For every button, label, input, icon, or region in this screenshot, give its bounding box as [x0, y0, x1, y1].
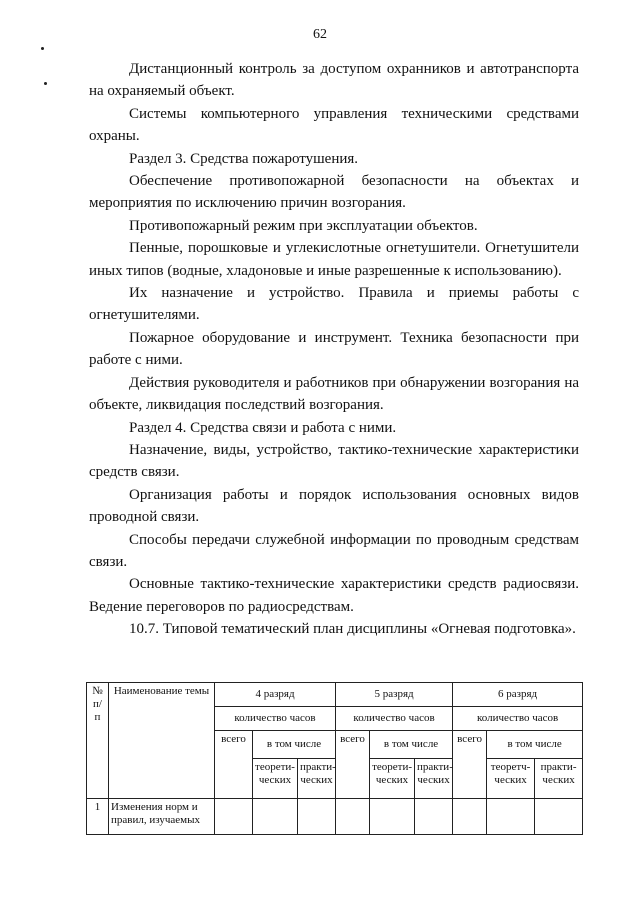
table-row [87, 799, 583, 835]
header-hours: количество часов [336, 707, 453, 731]
header-total: всего [453, 731, 487, 799]
row-topic-name: Изменения норм и правил, изучаемых [109, 799, 215, 835]
paragraph: Пенные, порошковые и углекислотные огнетушители. Огнетушители иных типов (водные, хладоновые и иные разрешенные к использованию). [89, 240, 579, 279]
paragraph: Дистанционный контроль за доступом охранников и автотранспорта на охраняемый объект. [89, 61, 579, 100]
thematic-plan-table [86, 682, 583, 835]
section-heading: Раздел 3. Средства пожаротушения. [129, 150, 359, 167]
paragraph: Обеспечение противопожарной безопасности на объектах и мероприятия по исключению причин возгорания. [89, 173, 579, 212]
paragraph: Противопожарный режим при эксплуатации объектов. [129, 217, 478, 234]
scan-mark [41, 47, 44, 50]
header-rank-6: 6 разряд [453, 683, 583, 707]
header-total: всего [336, 731, 370, 799]
header-practice: практи-ческих [535, 759, 583, 799]
paragraph: Их назначение и устройство. Правила и приемы работы с огнетушителями. [89, 285, 579, 324]
plan-heading: 10.7. Типовой тематический план дисциплины «Огневая подготовка». [129, 621, 576, 638]
scan-mark [44, 82, 47, 85]
header-rank-4: 4 разряд [215, 683, 336, 707]
body-text [89, 58, 579, 641]
paragraph: Системы компьютерного управления техническими средствами охраны. [89, 105, 579, 145]
header-including: в том числе [487, 731, 583, 759]
header-practice: практи-ческих [298, 759, 336, 799]
paragraph: Назначение, виды, устройство, тактико-технические характеристики средств связи. [89, 441, 579, 481]
header-including: в том числе [370, 731, 453, 759]
header-hours: количество часов [453, 707, 583, 731]
header-theory: теорети-ческих [370, 759, 415, 799]
header-theory: теоретч-ческих [487, 759, 535, 799]
header-including: в том числе [253, 731, 336, 759]
section-heading: Раздел 4. Средства связи и работа с ними. [129, 419, 397, 436]
header-practice: практи-ческих [415, 759, 453, 799]
header-rank-5: 5 разряд [336, 683, 453, 707]
paragraph: Основные тактико-технические характеристики средств радиосвязи. Ведение переговоров по радиосредствам. [89, 576, 579, 615]
paragraph: Организация работы и порядок использования основных видов проводной связи. [89, 486, 579, 526]
page-number: 62 [313, 27, 327, 42]
paragraph: Действия руководителя и работников при обнаружении возгорания на объекте, ликвидация последствий возгорания. [89, 374, 579, 414]
header-total: всего [215, 731, 253, 799]
header-hours: количество часов [215, 707, 336, 731]
header-theory: теорети-ческих [253, 759, 298, 799]
paragraph: Способы передачи служебной информации по проводным средствам связи. [89, 531, 579, 570]
header-num: № п/ п [87, 683, 109, 799]
header-topic-name: Наименование темы [109, 683, 215, 799]
row-num: 1 [87, 799, 109, 835]
paragraph: Пожарное оборудование и инструмент. Техника безопасности при работе с ними. [89, 329, 579, 369]
